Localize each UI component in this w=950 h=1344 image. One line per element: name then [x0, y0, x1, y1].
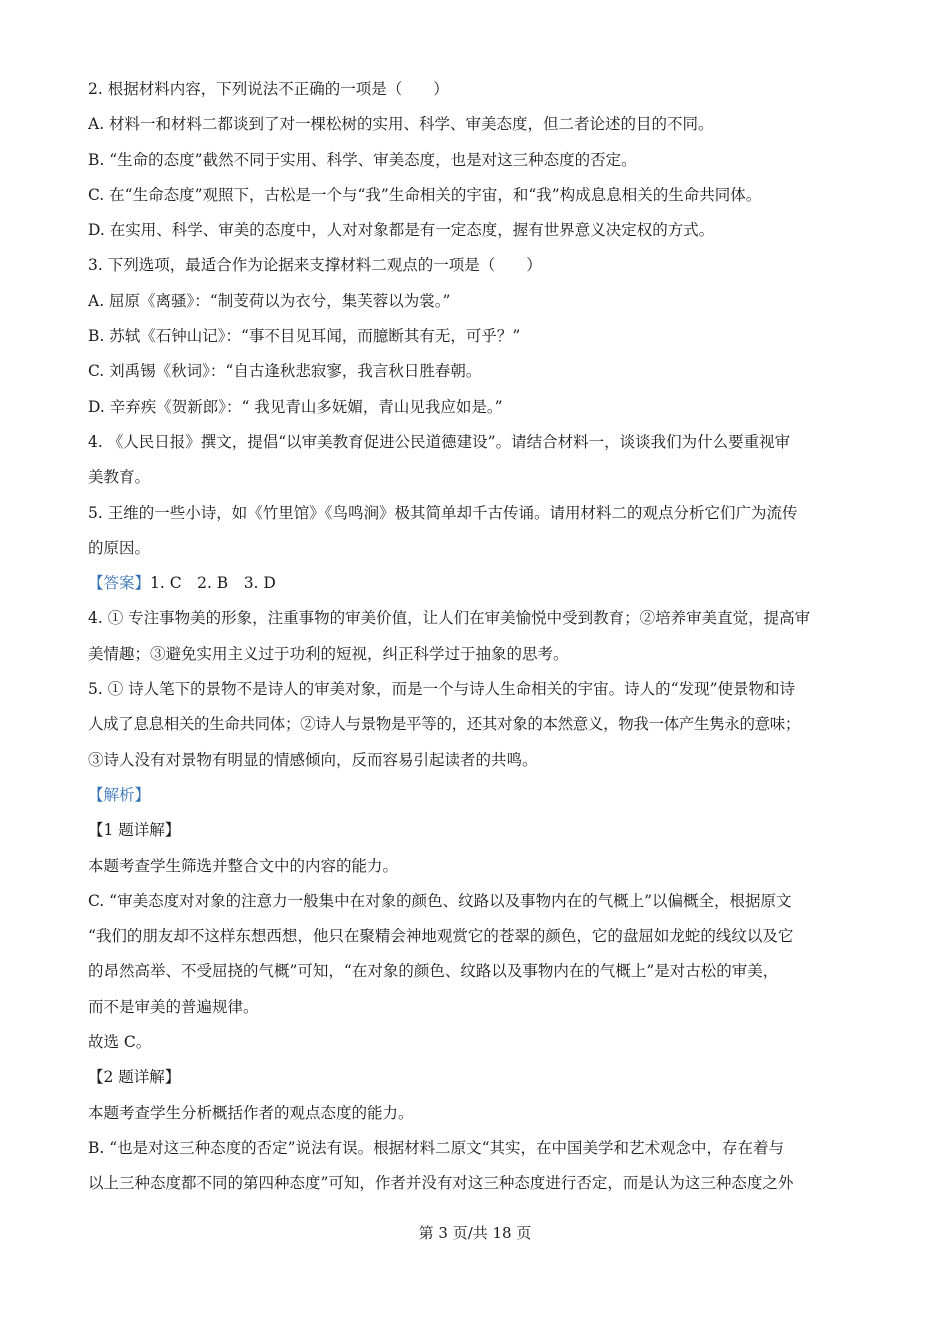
- q3-option-c: C. 刘禹锡《秋词》：“自古逢秋悲寂寥，我言秋日胜春朝。: [88, 362, 482, 381]
- detail-2-line-2: 以上三种态度都不同的第四种态度”可知，作者并没有对这三种态度进行否定，而是认为这三种态度之外: [88, 1174, 794, 1193]
- detail-2-title: 【2 题详解】: [88, 1068, 181, 1087]
- detail-1-line-1: C. “审美态度对对象的注意力一般集中在对象的颜色、纹路以及事物内在的气概上”以偏概全，根据原文: [88, 891, 792, 910]
- answer-4-line-1: 4. ① 专注事物美的形象，注重事物的审美价值，让人们在审美愉悦中受到教育；②培养审美直觉，提高审: [88, 609, 811, 628]
- detail-1-conclusion: 故选 C。: [88, 1033, 152, 1052]
- detail-2-line-1: B. “也是对这三种态度的否定”说法有误。根据材料二原文“其实，在中国美学和艺术观念中，存在着与: [88, 1138, 785, 1157]
- q3-option-a: A. 屈原《离骚》：“制芰荷以为衣兮，集芙蓉以为裳。”: [88, 291, 451, 310]
- q4-line-1: 4. 《人民日报》撰文，提倡“以审美教育促进公民道德建设”。请结合材料一，谈谈我们为什么要重视审: [88, 432, 791, 451]
- detail-1-line-3: 的昂然高举、不受屈挠的气概”可知，“在对象的颜色、纹路以及事物内在的气概上”是对古松的审美，: [88, 962, 779, 981]
- q4-line-2: 美教育。: [88, 468, 151, 487]
- q3-option-d: D. 辛弃疾《贺新郎》：“ 我见青山多妩媚，青山见我应如是。”: [88, 397, 503, 416]
- q2-option-a: A. 材料一和材料二都谈到了对一棵松树的实用、科学、审美态度，但二者论述的目的不同。: [88, 115, 714, 134]
- page-footer: 第 3 页/共 18 页: [418, 1224, 532, 1242]
- detail-1-intro: 本题考查学生筛选并整合文中的内容的能力。: [88, 856, 399, 875]
- detail-1-title: 【1 题详解】: [88, 821, 181, 840]
- answer-4-line-2: 美情趣；③避免实用主义过于功利的短视，纠正科学过于抽象的思考。: [88, 644, 569, 663]
- detail-1-line-2: “我们的朋友却不这样东想西想，他只在聚精会神地观赏它的苍翠的颜色，它的盘屈如龙蛇的线纹以及它: [88, 927, 794, 946]
- q2-stem: 2. 根据材料内容，下列说法不正确的一项是（ ）: [88, 80, 449, 98]
- q3-stem: 3. 下列选项，最适合作为论据来支撑材料二观点的一项是（ ）: [88, 256, 542, 275]
- q2-option-b: B. “生命的态度”截然不同于实用、科学、审美态度，也是对这三种态度的否定。: [88, 150, 637, 169]
- q5-line-1: 5. 王维的一些小诗，如《竹里馆》《鸟鸣涧》极其简单却千古传诵。请用材料二的观点分析它们广为流传: [88, 503, 798, 522]
- analysis-tag: 【解析】: [88, 785, 151, 804]
- q2-option-c: C. 在“生命态度”观照下，古松是一个与“我”生命相关的宇宙，和“我”构成息息相关的生命共同体。: [88, 185, 762, 204]
- answer-5-line-3: ③诗人没有对景物有明显的情感倾向，反而容易引起读者的共鸣。: [88, 750, 538, 769]
- answer-tag: 【答案】: [88, 574, 151, 593]
- q2-option-d: D. 在实用、科学、审美的态度中，人对对象都是有一定态度，握有世界意义决定权的方式。: [88, 221, 715, 240]
- answer-5-line-2: 人成了息息相关的生命共同体；②诗人与景物是平等的，还其对象的本然意义，物我一体产生隽永的意味；: [88, 715, 801, 734]
- detail-2-intro: 本题考查学生分析概括作者的观点态度的能力。: [88, 1103, 414, 1122]
- answer-choices: 1. C 2. B 3. D: [150, 574, 276, 593]
- q5-line-2: 的原因。: [88, 538, 151, 557]
- document-body: [88, 72, 878, 1202]
- answer-summary: [88, 566, 878, 601]
- answer-5-line-1: 5. ① 诗人笔下的景物不是诗人的审美对象，而是一个与诗人生命相关的宇宙。诗人的“发现”使景物和诗: [88, 680, 795, 699]
- q3-option-b: B. 苏轼《石钟山记》：“事不目见耳闻，而臆断其有无，可乎？”: [88, 327, 521, 346]
- detail-1-line-4: 而不是审美的普遍规律。: [88, 997, 259, 1016]
